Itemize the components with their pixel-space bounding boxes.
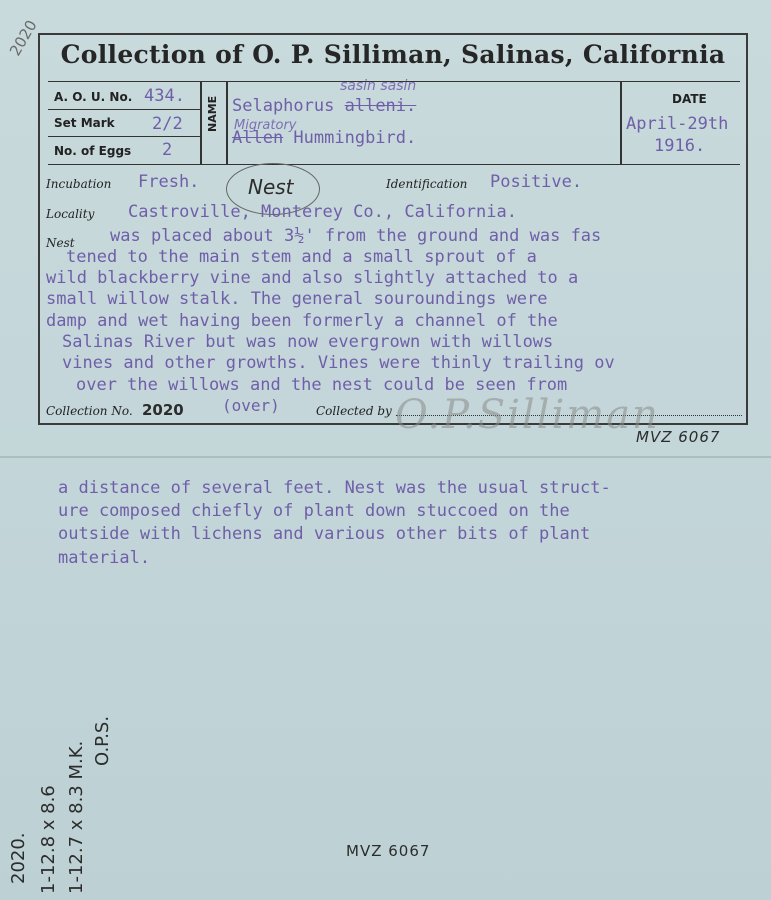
card-title: Collection of O. P. Silliman, Salinas, California bbox=[60, 40, 726, 69]
date-line2: 1916. bbox=[654, 136, 706, 156]
name-genus bbox=[232, 96, 416, 116]
name-common bbox=[232, 128, 416, 148]
aou-no-value: 434. bbox=[144, 86, 185, 106]
nest-line: small willow stalk. The general souroundings were bbox=[46, 289, 548, 309]
card-fold-line bbox=[0, 456, 771, 458]
divider bbox=[226, 82, 228, 164]
nest-line: over the willows and the nest could be seen from bbox=[76, 375, 568, 395]
name-pencil-correction: sasin sasin bbox=[340, 78, 417, 94]
divider bbox=[620, 82, 622, 164]
divider bbox=[200, 82, 202, 164]
set-mark-label: Set Mark bbox=[54, 116, 115, 130]
no-of-eggs-value: 2 bbox=[162, 140, 173, 160]
data-card bbox=[38, 33, 748, 425]
nest-circled-text: Nest bbox=[248, 175, 294, 199]
name-pencil-note: Migratory bbox=[234, 118, 297, 133]
margin-note: O.P.S. bbox=[92, 715, 113, 766]
bottom-catalog-number: MVZ 6067 bbox=[346, 842, 431, 860]
nest-line: damp and wet having been formerly a channel of the bbox=[46, 311, 558, 331]
name-genus-text: Selaphorus bbox=[232, 96, 335, 116]
collected-by-label: Collected by bbox=[316, 404, 392, 418]
name-label: NAME bbox=[206, 95, 219, 132]
locality-value: Castroville, Monterey Co., California. bbox=[128, 202, 517, 222]
collection-no-value: 2020 bbox=[142, 401, 184, 419]
over-note: (over) bbox=[222, 396, 280, 415]
collection-no-label: Collection No. bbox=[46, 404, 133, 418]
identification-label: Identification bbox=[386, 177, 468, 191]
nest-line: tened to the main stem and a small sprout of a bbox=[66, 247, 537, 267]
divider bbox=[48, 109, 200, 110]
continuation-line: a distance of several feet. Nest was the usual struct- bbox=[58, 478, 611, 498]
name-common-rest: Hummingbird. bbox=[283, 128, 417, 148]
name-species-struck: alleni. bbox=[344, 96, 417, 116]
continuation-line: ure composed chiefly of plant down stuccoed on the bbox=[58, 501, 570, 521]
nest-line: Salinas River but was now evergrown with willows bbox=[62, 332, 554, 352]
nest-line: vines and other growths. Vines were thinly trailing ov bbox=[62, 353, 615, 373]
incubation-value: Fresh. bbox=[138, 172, 200, 192]
nest-line: wild blackberry vine and also slightly attached to a bbox=[46, 268, 579, 288]
divider bbox=[48, 136, 200, 137]
no-of-eggs-label: No. of Eggs bbox=[54, 144, 132, 158]
name-common-struck: Allen bbox=[232, 128, 284, 148]
continuation-line: outside with lichens and various other bits of plant bbox=[58, 524, 591, 544]
corner-number: 2020 bbox=[6, 16, 41, 59]
collector-signature: O.P.Silliman bbox=[395, 392, 660, 438]
nest-line: was placed about 3½' from the ground and was fas bbox=[110, 226, 602, 246]
card-header-grid bbox=[48, 78, 740, 165]
aou-no-label: A. O. U. No. bbox=[54, 90, 133, 104]
margin-note: 1-12.8 x 8.6 bbox=[38, 785, 59, 894]
date-line1: April-29th bbox=[626, 114, 729, 134]
identification-value: Positive. bbox=[490, 172, 583, 192]
nest-label: Nest bbox=[46, 236, 75, 250]
date-label: DATE bbox=[672, 92, 707, 106]
incubation-label: Incubation bbox=[46, 177, 112, 191]
catalog-stamp: MVZ 6067 bbox=[636, 428, 721, 446]
margin-note: 1-12.7 x 8.3 M.K. bbox=[66, 740, 87, 894]
set-mark-value: 2/2 bbox=[152, 114, 183, 134]
margin-note: 2020. bbox=[8, 832, 29, 884]
locality-label: Locality bbox=[46, 207, 95, 221]
continuation-line: material. bbox=[58, 548, 151, 568]
